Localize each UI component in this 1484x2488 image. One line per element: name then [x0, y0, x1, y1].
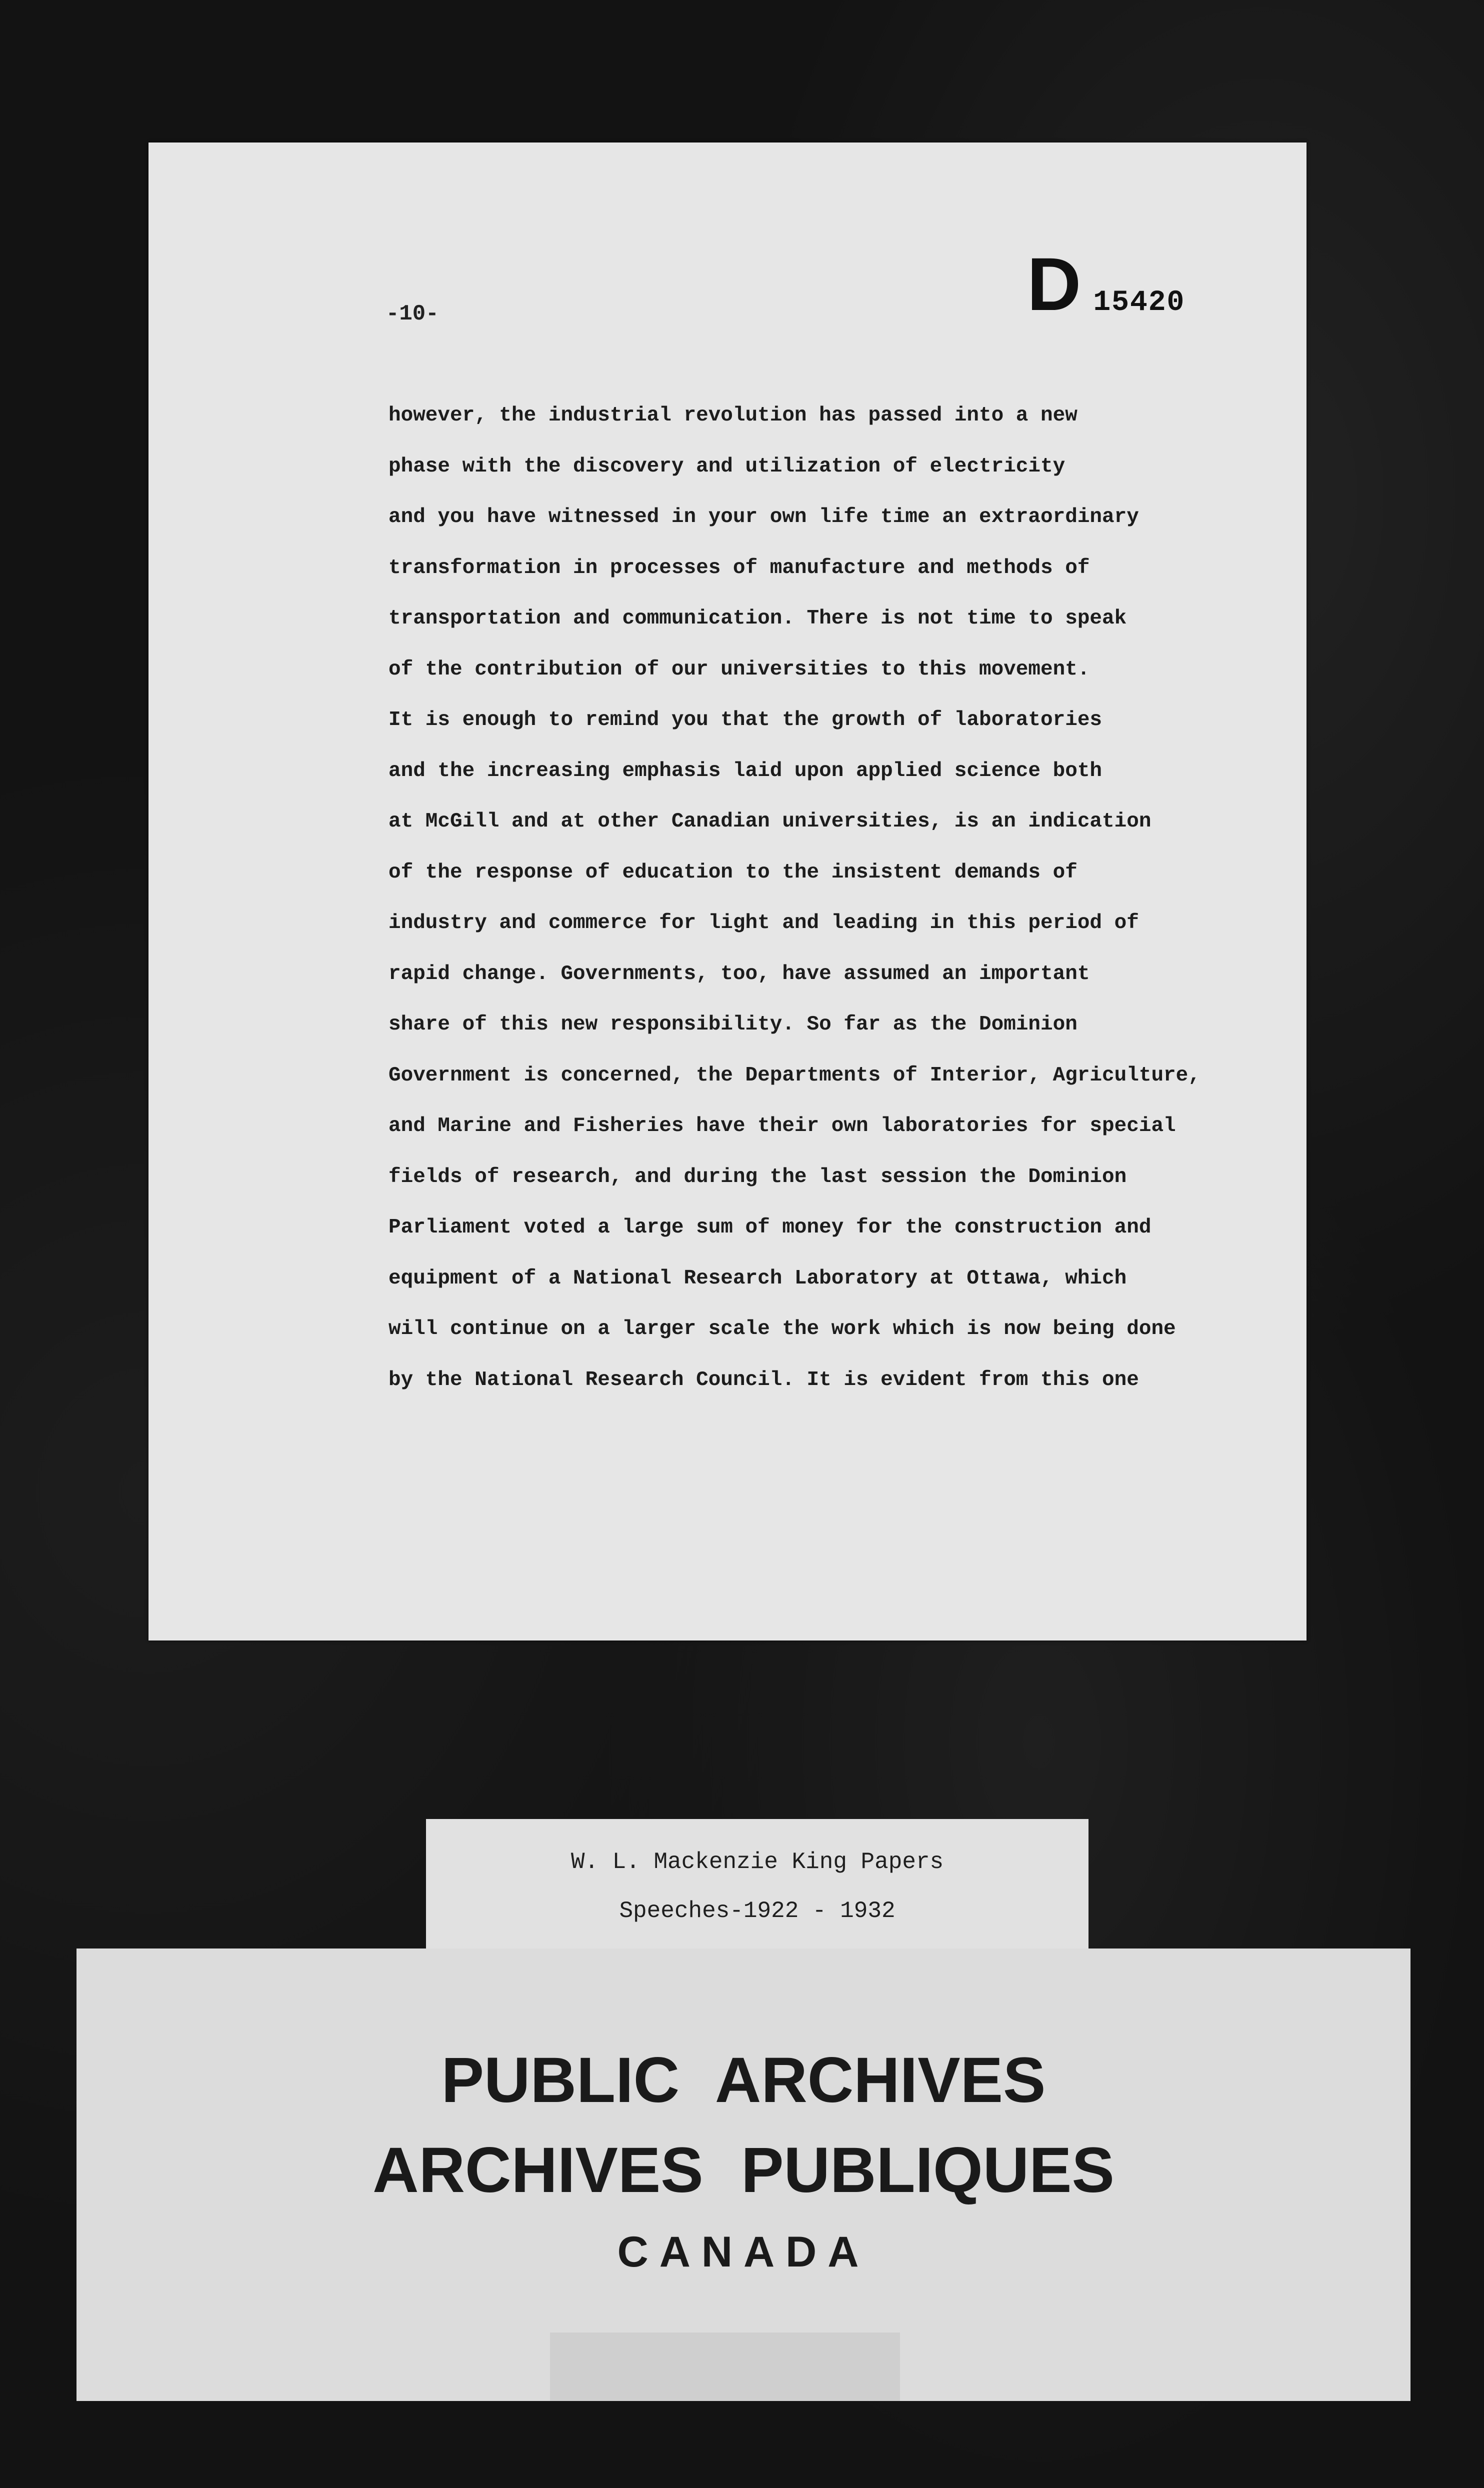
text-line: rapid change. Governments, too, have assumed an important: [388, 962, 1090, 986]
text-line: equipment of a National Research Laboratory at Ottawa, which: [388, 1266, 1127, 1290]
text-line: phase with the discovery and utilization of electricity: [388, 454, 1066, 478]
text-line: Government is concerned, the Departments of Interior, Agriculture,: [388, 1064, 1200, 1087]
page-number: -10-: [386, 302, 439, 326]
text-line: will continue on a larger scale the work which is now being done: [388, 1318, 1176, 1340]
text-line: fields of research, and during the last session the Dominion: [388, 1165, 1127, 1188]
text-line: transformation in processes of manufacture and methods of: [388, 556, 1090, 580]
text-line: share of this new responsibility. So far as the Dominion: [388, 1013, 1078, 1036]
archives-title-fr: ARCHIVES PUBLIQUES: [372, 2134, 1114, 2206]
document-id-stamp: [1027, 242, 1186, 326]
text-line: of the contribution of our universities to this movement.: [388, 658, 1090, 681]
body-text: [388, 390, 1288, 1406]
archives-title-en: PUBLIC ARCHIVES: [441, 2044, 1046, 2116]
document-id-number: 15420: [1093, 286, 1186, 319]
text-line: industry and commerce for light and leading in this period of: [388, 912, 1139, 934]
text-line: and Marine and Fisheries have their own laboratories for special: [388, 1114, 1176, 1138]
document-page: [148, 142, 1306, 1640]
text-line: and the increasing emphasis laid upon applied science both: [388, 759, 1102, 782]
text-line: and you have witnessed in your own life time an extraordinary: [388, 506, 1139, 528]
label-tab: [550, 2332, 900, 2401]
text-line: It is enough to remind you that the growth of laboratories: [388, 708, 1102, 732]
text-line: Parliament voted a large sum of money for the construction and: [388, 1216, 1152, 1239]
document-id-letter: D: [1027, 242, 1082, 326]
text-line: however, the industrial revolution has passed into a new: [388, 404, 1078, 427]
archives-country: CANADA: [617, 2228, 870, 2276]
text-line: transportation and communication. There is not time to speak: [388, 607, 1127, 630]
text-line: at McGill and at other Canadian universities, is an indication: [388, 810, 1152, 833]
archives-label: [76, 1948, 1410, 2401]
text-line: of the response of education to the insistent demands of: [388, 860, 1078, 884]
collection-subtitle: Speeches-1922 - 1932: [619, 1898, 896, 1924]
collection-title: W. L. Mackenzie King Papers: [570, 1849, 944, 1875]
collection-label: [426, 1819, 1088, 1955]
text-line: by the National Research Council. It is evident from this one: [388, 1368, 1139, 1392]
